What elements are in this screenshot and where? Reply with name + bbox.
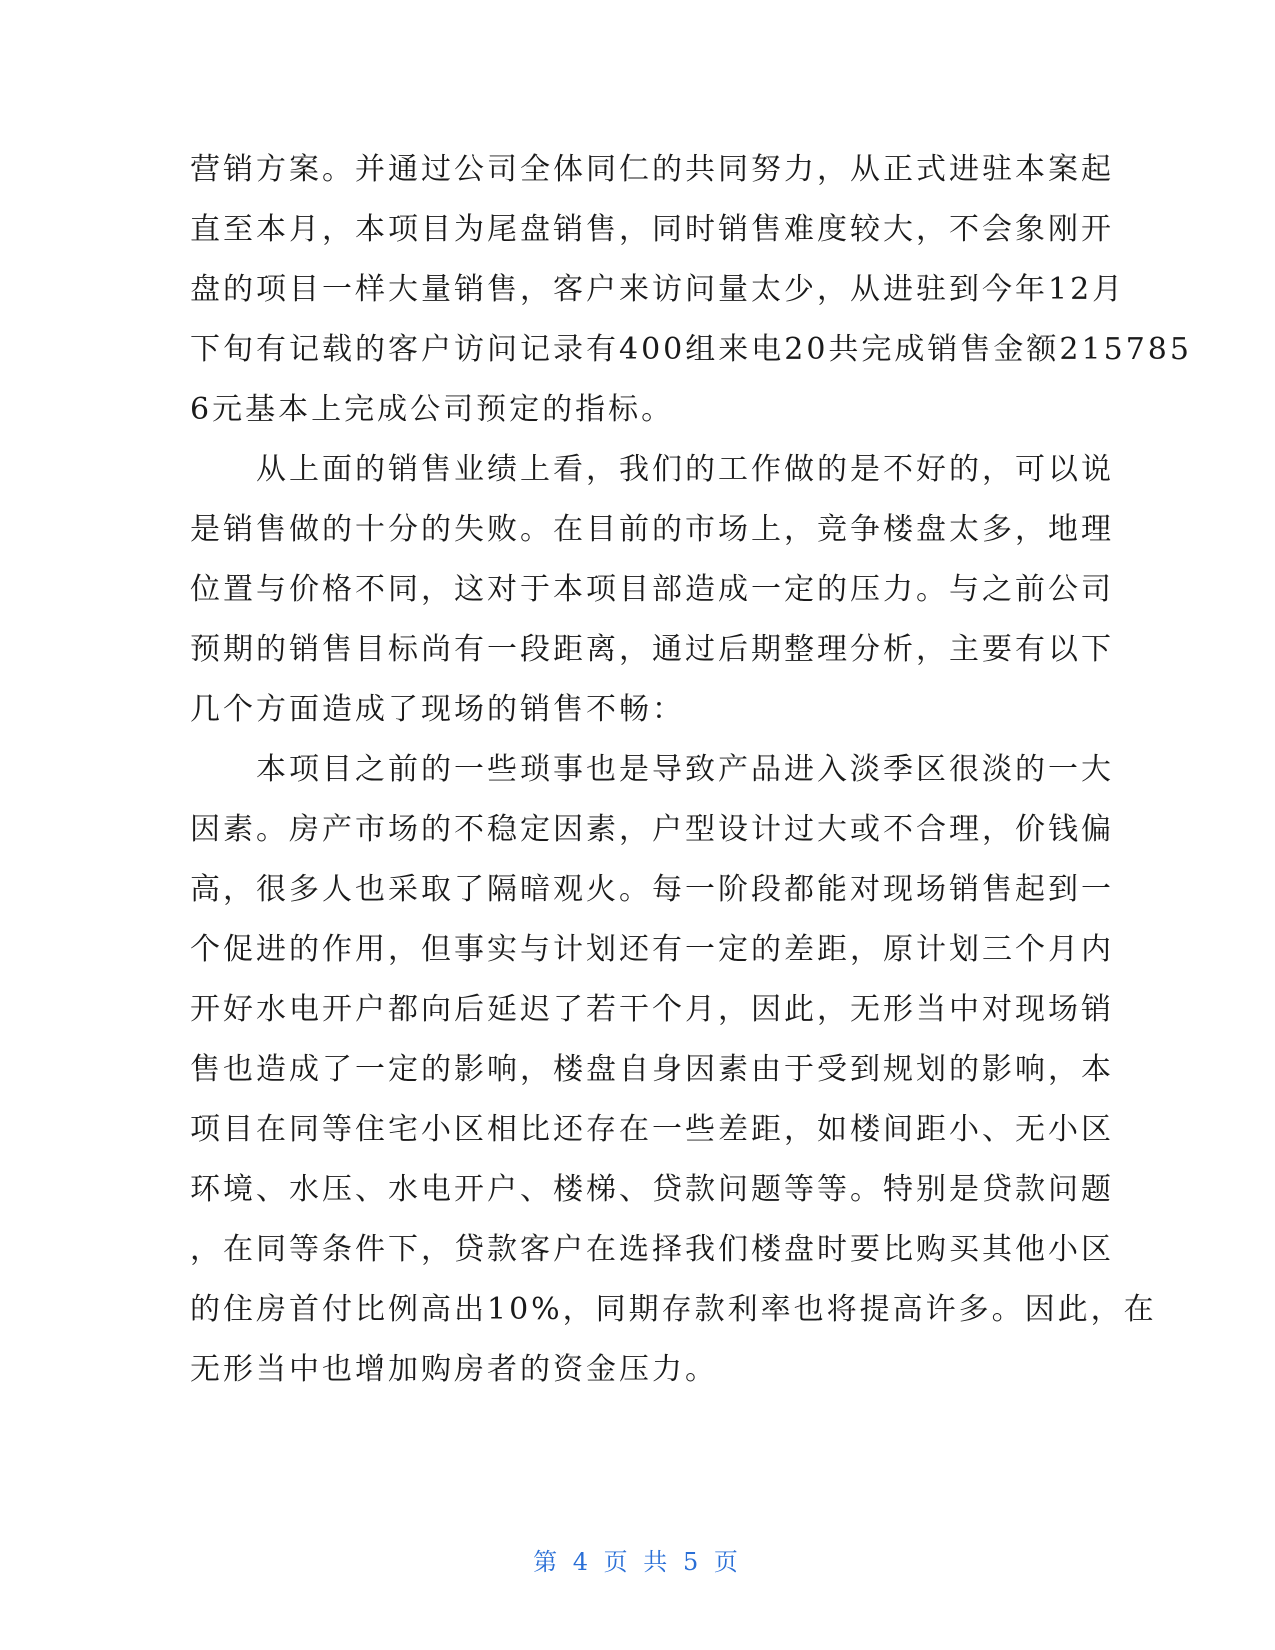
text-line: 盘的项目一样大量销售，客户来访问量太少，从进驻到今年12月 <box>190 272 1126 307</box>
text-line: 环境、水压、水电开户、楼梯、贷款问题等等。特别是贷款问题 <box>190 1172 1114 1207</box>
text-line: 下旬有记载的客户访问记录有400组来电20共完成销售金额215785 <box>190 332 1192 367</box>
text-line: 个促进的作用，但事实与计划还有一定的差距，原计划三个月内 <box>190 932 1114 967</box>
text-line: 直至本月，本项目为尾盘销售，同时销售难度较大，不会象刚开 <box>190 212 1114 247</box>
text-line: 无形当中也增加购房者的资金压力。 <box>190 1352 718 1387</box>
text-line: 开好水电开户都向后延迟了若干个月，因此，无形当中对现场销 <box>190 992 1114 1027</box>
text-line: 预期的销售目标尚有一段距离，通过后期整理分析，主要有以下 <box>190 632 1114 667</box>
text-line: 从上面的销售业绩上看，我们的工作做的是不好的，可以说 <box>190 452 1114 487</box>
text-line: 因素。房产市场的不稳定因素，户型设计过大或不合理，价钱偏 <box>190 812 1114 847</box>
text-line: ，在同等条件下，贷款客户在选择我们楼盘时要比购买其他小区 <box>190 1232 1114 1267</box>
text-line: 售也造成了一定的影响，楼盘自身因素由于受到规划的影响，本 <box>190 1052 1114 1087</box>
text-line: 高，很多人也采取了隔暗观火。每一阶段都能对现场销售起到一 <box>190 872 1114 907</box>
text-line: 几个方面造成了现场的销售不畅： <box>190 692 685 727</box>
text-line: 的住房首付比例高出10%，同期存款利率也将提高许多。因此，在 <box>190 1292 1157 1327</box>
text-line: 本项目之前的一些琐事也是导致产品进入淡季区很淡的一大 <box>190 752 1114 787</box>
document-body <box>190 140 1192 1400</box>
page-number-footer: 第 4 页 共 5 页 <box>533 1548 742 1576</box>
text-line: 是销售做的十分的失败。在目前的市场上，竞争楼盘太多，地理 <box>190 512 1114 547</box>
text-line: 6元基本上完成公司预定的指标。 <box>190 392 675 427</box>
text-line: 位置与价格不同，这对于本项目部造成一定的压力。与之前公司 <box>190 572 1114 607</box>
text-line: 项目在同等住宅小区相比还存在一些差距，如楼间距小、无小区 <box>190 1112 1114 1147</box>
text-line: 营销方案。并通过公司全体同仁的共同努力，从正式进驻本案起 <box>190 152 1114 187</box>
